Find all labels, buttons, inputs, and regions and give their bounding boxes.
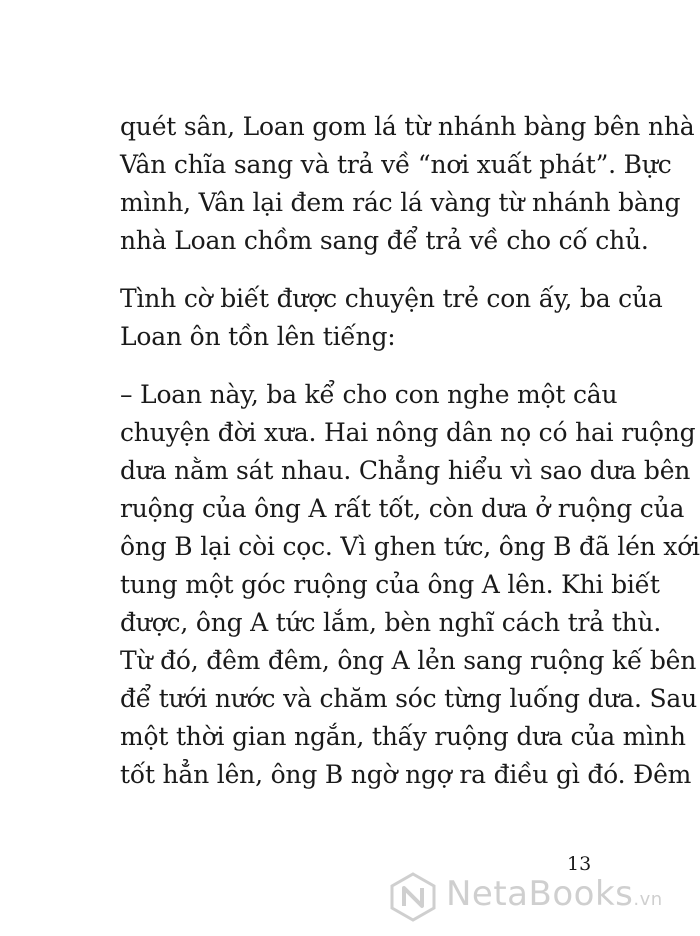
text-line: tốt hẳn lên, ông B ngờ ngợ ra điều gì đó. Đêm: [120, 760, 692, 789]
text-line: Từ đó, đêm đêm, ông A lẻn sang ruộng kế bên: [120, 646, 697, 675]
text-line: – Loan này, ba kể cho con nghe một câu: [120, 380, 618, 409]
text-line: chuyện đời xưa. Hai nông dân nọ có hai ruộng: [120, 418, 696, 447]
watermark: [388, 866, 698, 924]
netabooks-logo-icon: [388, 872, 438, 922]
text-line: Tình cờ biết được chuyện trẻ con ấy, ba của: [120, 284, 663, 313]
text-line: quét sân, Loan gom lá từ nhánh bàng bên nhà: [120, 112, 695, 141]
text-line: mình, Vân lại đem rác lá vàng từ nhánh bàng: [120, 188, 681, 217]
text-line: ruộng của ông A rất tốt, còn dưa ở ruộng của: [120, 494, 685, 523]
text-line: một thời gian ngắn, thấy ruộng dưa của mình: [120, 722, 686, 751]
text-line: Vân chĩa sang và trả về “nơi xuất phát”. Bực: [120, 150, 672, 179]
text-line: được, ông A tức lắm, bèn nghĩ cách trả thù.: [120, 608, 662, 637]
text-line: dưa nằm sát nhau. Chẳng hiểu vì sao dưa bên: [120, 456, 691, 485]
text-line: ông B lại còi cọc. Vì ghen tức, ông B đã lén xới: [120, 532, 700, 561]
watermark-tld: .vn: [633, 889, 663, 910]
watermark-brand: NetaBooks: [446, 874, 634, 914]
page-number: 13: [567, 853, 592, 875]
text-line: Loan ôn tồn lên tiếng:: [120, 322, 396, 351]
text-line: để tưới nước và chăm sóc từng luống dưa. Sau: [120, 684, 698, 713]
text-line: nhà Loan chồm sang để trả về cho cố chủ.: [120, 226, 649, 255]
text-line: tung một góc ruộng của ông A lên. Khi biết: [120, 570, 660, 599]
watermark-text: [446, 874, 663, 920]
